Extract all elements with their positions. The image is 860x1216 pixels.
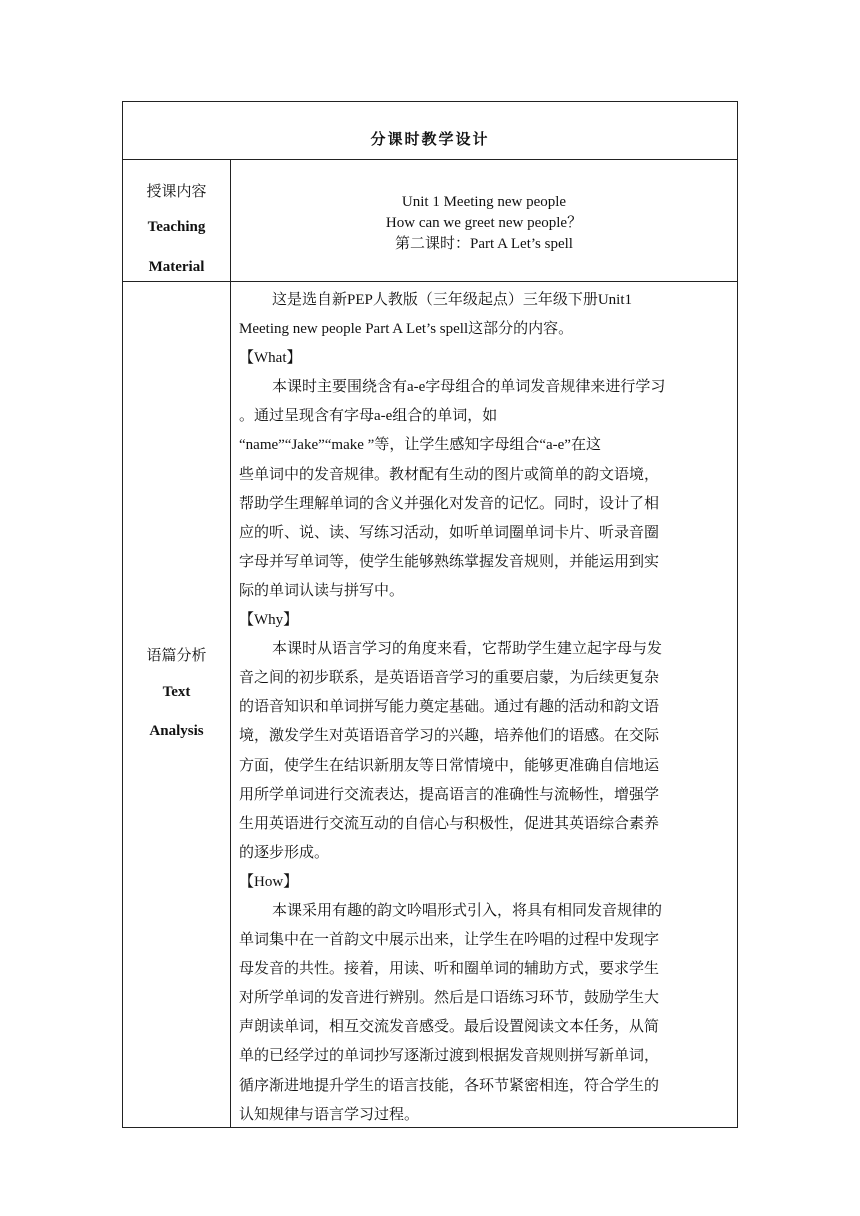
text-line: 音之间的初步联系，是英语语音学习的重要启蒙，为后续更复杂 bbox=[239, 670, 660, 687]
text-line: 。通过呈现含有字母a-e组合的单词，如 bbox=[239, 408, 498, 425]
teaching-material-label-zh: 授课内容 bbox=[146, 182, 207, 200]
text-analysis-label-en-2: Analysis bbox=[149, 723, 204, 739]
text-line: 循序渐进地提升学生的语言技能，各环节紧密相连，符合学生的 bbox=[239, 1077, 660, 1094]
lesson-design-table bbox=[122, 101, 738, 1128]
text-line: 境，激发学生对英语语音学习的兴趣，培养他们的语感。在交际 bbox=[239, 728, 660, 745]
text-line: 的逐步形成。 bbox=[239, 844, 330, 861]
text-line: 生用英语进行交流互动的自信心与积极性，促进其英语综合素养 bbox=[239, 815, 660, 832]
text-line: 的语音知识和单词拼写能力奠定基础。通过有趣的活动和韵文语 bbox=[239, 699, 660, 716]
text-analysis-row bbox=[123, 282, 737, 1127]
text-line: “name”“Jake”“make ”等，让学生感知字母组合“a-e”在这 bbox=[239, 437, 601, 454]
text-analysis-content-cell bbox=[231, 282, 737, 1127]
text-line: 本课采用有趣的韵文吟唱形式引入，将具有相同发音规律的 bbox=[272, 902, 663, 919]
text-line: 母发音的共性。接着，用读、听和圈单词的辅助方式，要求学生 bbox=[239, 961, 660, 978]
text-line: 单的已经学过的单词抄写逐渐过渡到根据发音规则拼写新单词， bbox=[239, 1048, 660, 1065]
text-analysis-label-zh: 语篇分析 bbox=[146, 646, 207, 664]
text-line: 对所学单词的发音进行辨别。然后是口语练习环节，鼓励学生大 bbox=[239, 990, 660, 1007]
section-heading-how: 【How】 bbox=[239, 873, 299, 890]
teaching-material-label-en-2: Material bbox=[148, 259, 205, 275]
text-line: 声朗读单词，相互交流发音感受。最后设置阅读文本任务，从简 bbox=[239, 1019, 660, 1036]
text-line: 这是选自新PEP人教版（三年级起点）三年级下册Unit1 bbox=[272, 292, 633, 308]
unit-question: How can we greet new people？ bbox=[385, 215, 583, 231]
text-line: 字母并写单词等，使学生能够熟练掌握发音规则，并能运用到实 bbox=[239, 553, 660, 570]
table-title-row bbox=[123, 102, 737, 160]
text-analysis-body bbox=[239, 286, 735, 1130]
text-line: 本课时主要围绕含有a-e字母组合的单词发音规律来进行学习 bbox=[272, 379, 666, 396]
text-line: 些单词中的发音规律。教材配有生动的图片或简单的韵文语境， bbox=[239, 466, 660, 483]
unit-title: Unit 1 Meeting new people bbox=[401, 194, 567, 210]
text-line: 用所学单词进行交流表达，提高语言的准确性与流畅性，增强学 bbox=[239, 786, 660, 803]
text-line: 本课时从语言学习的角度来看，它帮助学生建立起字母与发 bbox=[272, 641, 663, 658]
teaching-material-text bbox=[231, 192, 737, 255]
teaching-material-label-en-1: Teaching bbox=[147, 219, 206, 235]
lesson-period: 第二课时：Part A Let’s spell bbox=[395, 236, 573, 252]
text-line: 帮助学生理解单词的含义并强化对发音的记忆。同时，设计了相 bbox=[239, 495, 660, 512]
text-line: 认知规律与语言学习过程。 bbox=[239, 1106, 420, 1123]
text-line: 应的听、说、读、写练习活动，如听单词圈单词卡片、听录音圈 bbox=[239, 524, 660, 541]
text-analysis-label-en-1: Text bbox=[162, 684, 191, 700]
teaching-material-content-cell bbox=[231, 160, 737, 281]
text-line: 方面，使学生在结识新朋友等日常情境中，能够更准确自信地运 bbox=[239, 757, 660, 774]
table-title: 分课时教学设计 bbox=[370, 130, 490, 148]
teaching-material-row bbox=[123, 160, 737, 282]
text-line: 单词集中在一首韵文中展示出来，让学生在吟唱的过程中发现字 bbox=[239, 932, 660, 949]
section-heading-why: 【Why】 bbox=[239, 612, 299, 629]
section-heading-what: 【What】 bbox=[239, 350, 302, 367]
text-line: 际的单词认读与拼写中。 bbox=[239, 582, 405, 599]
text-analysis-label-cell bbox=[123, 282, 231, 1127]
text-line: Meeting new people Part A Let’s spell这部分的内容。 bbox=[239, 321, 574, 338]
teaching-material-label-cell bbox=[123, 160, 231, 281]
